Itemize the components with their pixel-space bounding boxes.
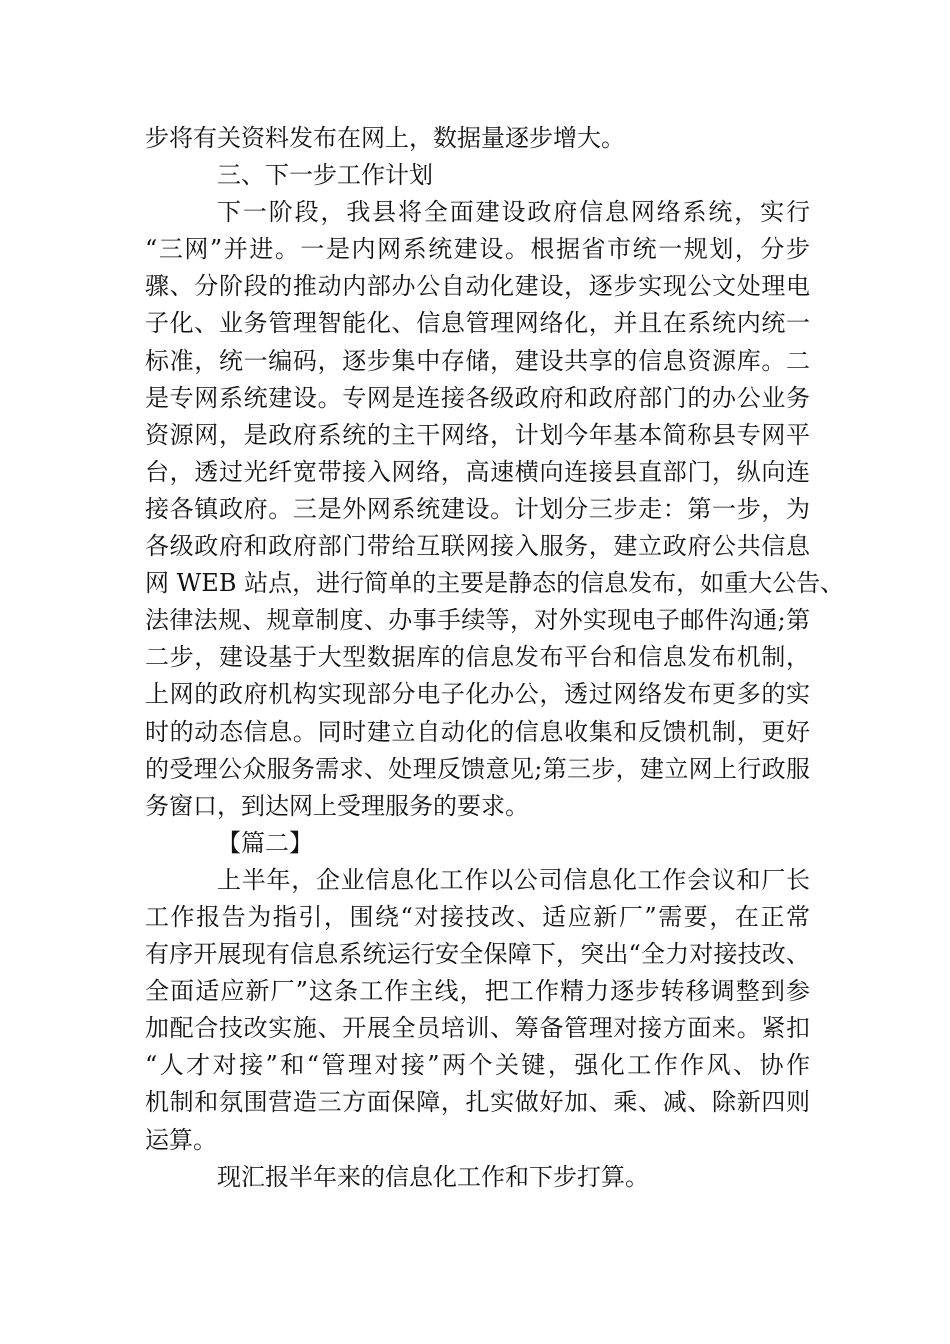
text-line: 上网的政府机构实现部分电子化办公，透过网络发布更多的实	[145, 680, 810, 709]
text-line: 各级政府和政府部门带给互联网接入服务，建立政府公共信息	[145, 532, 810, 561]
text-line: 现汇报半年来的信息化工作和下步打算。	[217, 1162, 649, 1191]
text-line: 二步，建设基于大型数据库的信息发布平台和信息发布机制，	[145, 643, 810, 672]
text-line: 接各镇政府。三是外网系统建设。计划分三步走：第一步，为	[145, 494, 810, 523]
text-line: 【篇二】	[217, 828, 313, 857]
text-line: 三、下一步工作计划	[217, 161, 433, 190]
text-line: “三网”并进。一是内网系统建设。根据省市统一规划，分步	[145, 235, 810, 264]
text-line: 是专网系统建设。专网是连接各级政府和政府部门的办公业务	[145, 383, 810, 412]
text-line: 有序开展现有信息系统运行安全保障下，突出“全力对接技改、	[145, 940, 810, 969]
text-line: 务窗口，到达网上受理服务的要求。	[145, 791, 529, 820]
text-line: 网 WEB 站点，进行简单的主要是静态的信息发布，如重大公告、	[145, 569, 845, 598]
text-line: 法律法规、规章制度、办事手续等，对外实现电子邮件沟通;第	[145, 606, 810, 635]
text-line: 加配合技改实施、开展全员培训、筹备管理对接方面来。紧扣	[145, 1014, 810, 1043]
text-line: 工作报告为指引，围绕“对接技改、适应新厂”需要，在正常	[145, 902, 810, 931]
text-line: 台，透过光纤宽带接入网络，高速横向连接县直部门，纵向连	[145, 457, 810, 486]
text-line: 时的动态信息。同时建立自动化的信息收集和反馈机制，更好	[145, 717, 810, 746]
text-line: 骤、分阶段的推动内部办公自动化建设，逐步实现公文处理电	[145, 272, 810, 301]
text-line: 步将有关资料发布在网上，数据量逐步增大。	[145, 124, 625, 152]
text-line: 子化、业务管理智能化、信息管理网络化，并且在系统内统一	[145, 309, 810, 338]
text-line: 的受理公众服务需求、处理反馈意见;第三步，建立网上行政服	[145, 754, 810, 783]
document-body	[145, 120, 845, 1196]
text-line: 全面适应新厂”这条工作主线，把工作精力逐步转移调整到参	[145, 977, 810, 1006]
text-line: 标准，统一编码，逐步集中存储，建设共享的信息资源库。二	[145, 346, 810, 375]
text-line: 上半年，企业信息化工作以公司信息化工作会议和厂长	[217, 865, 810, 894]
text-line: 运算。	[145, 1125, 217, 1154]
text-line: 下一阶段，我县将全面建设政府信息网络系统，实行	[217, 198, 810, 227]
text-line: “人才对接”和“管理对接”两个关键，强化工作作风、协作	[145, 1051, 810, 1080]
text-line: 资源网，是政府系统的主干网络，计划今年基本简称县专网平	[145, 420, 810, 449]
text-line: 机制和氛围营造三方面保障，扎实做好加、乘、减、除新四则	[145, 1088, 810, 1117]
